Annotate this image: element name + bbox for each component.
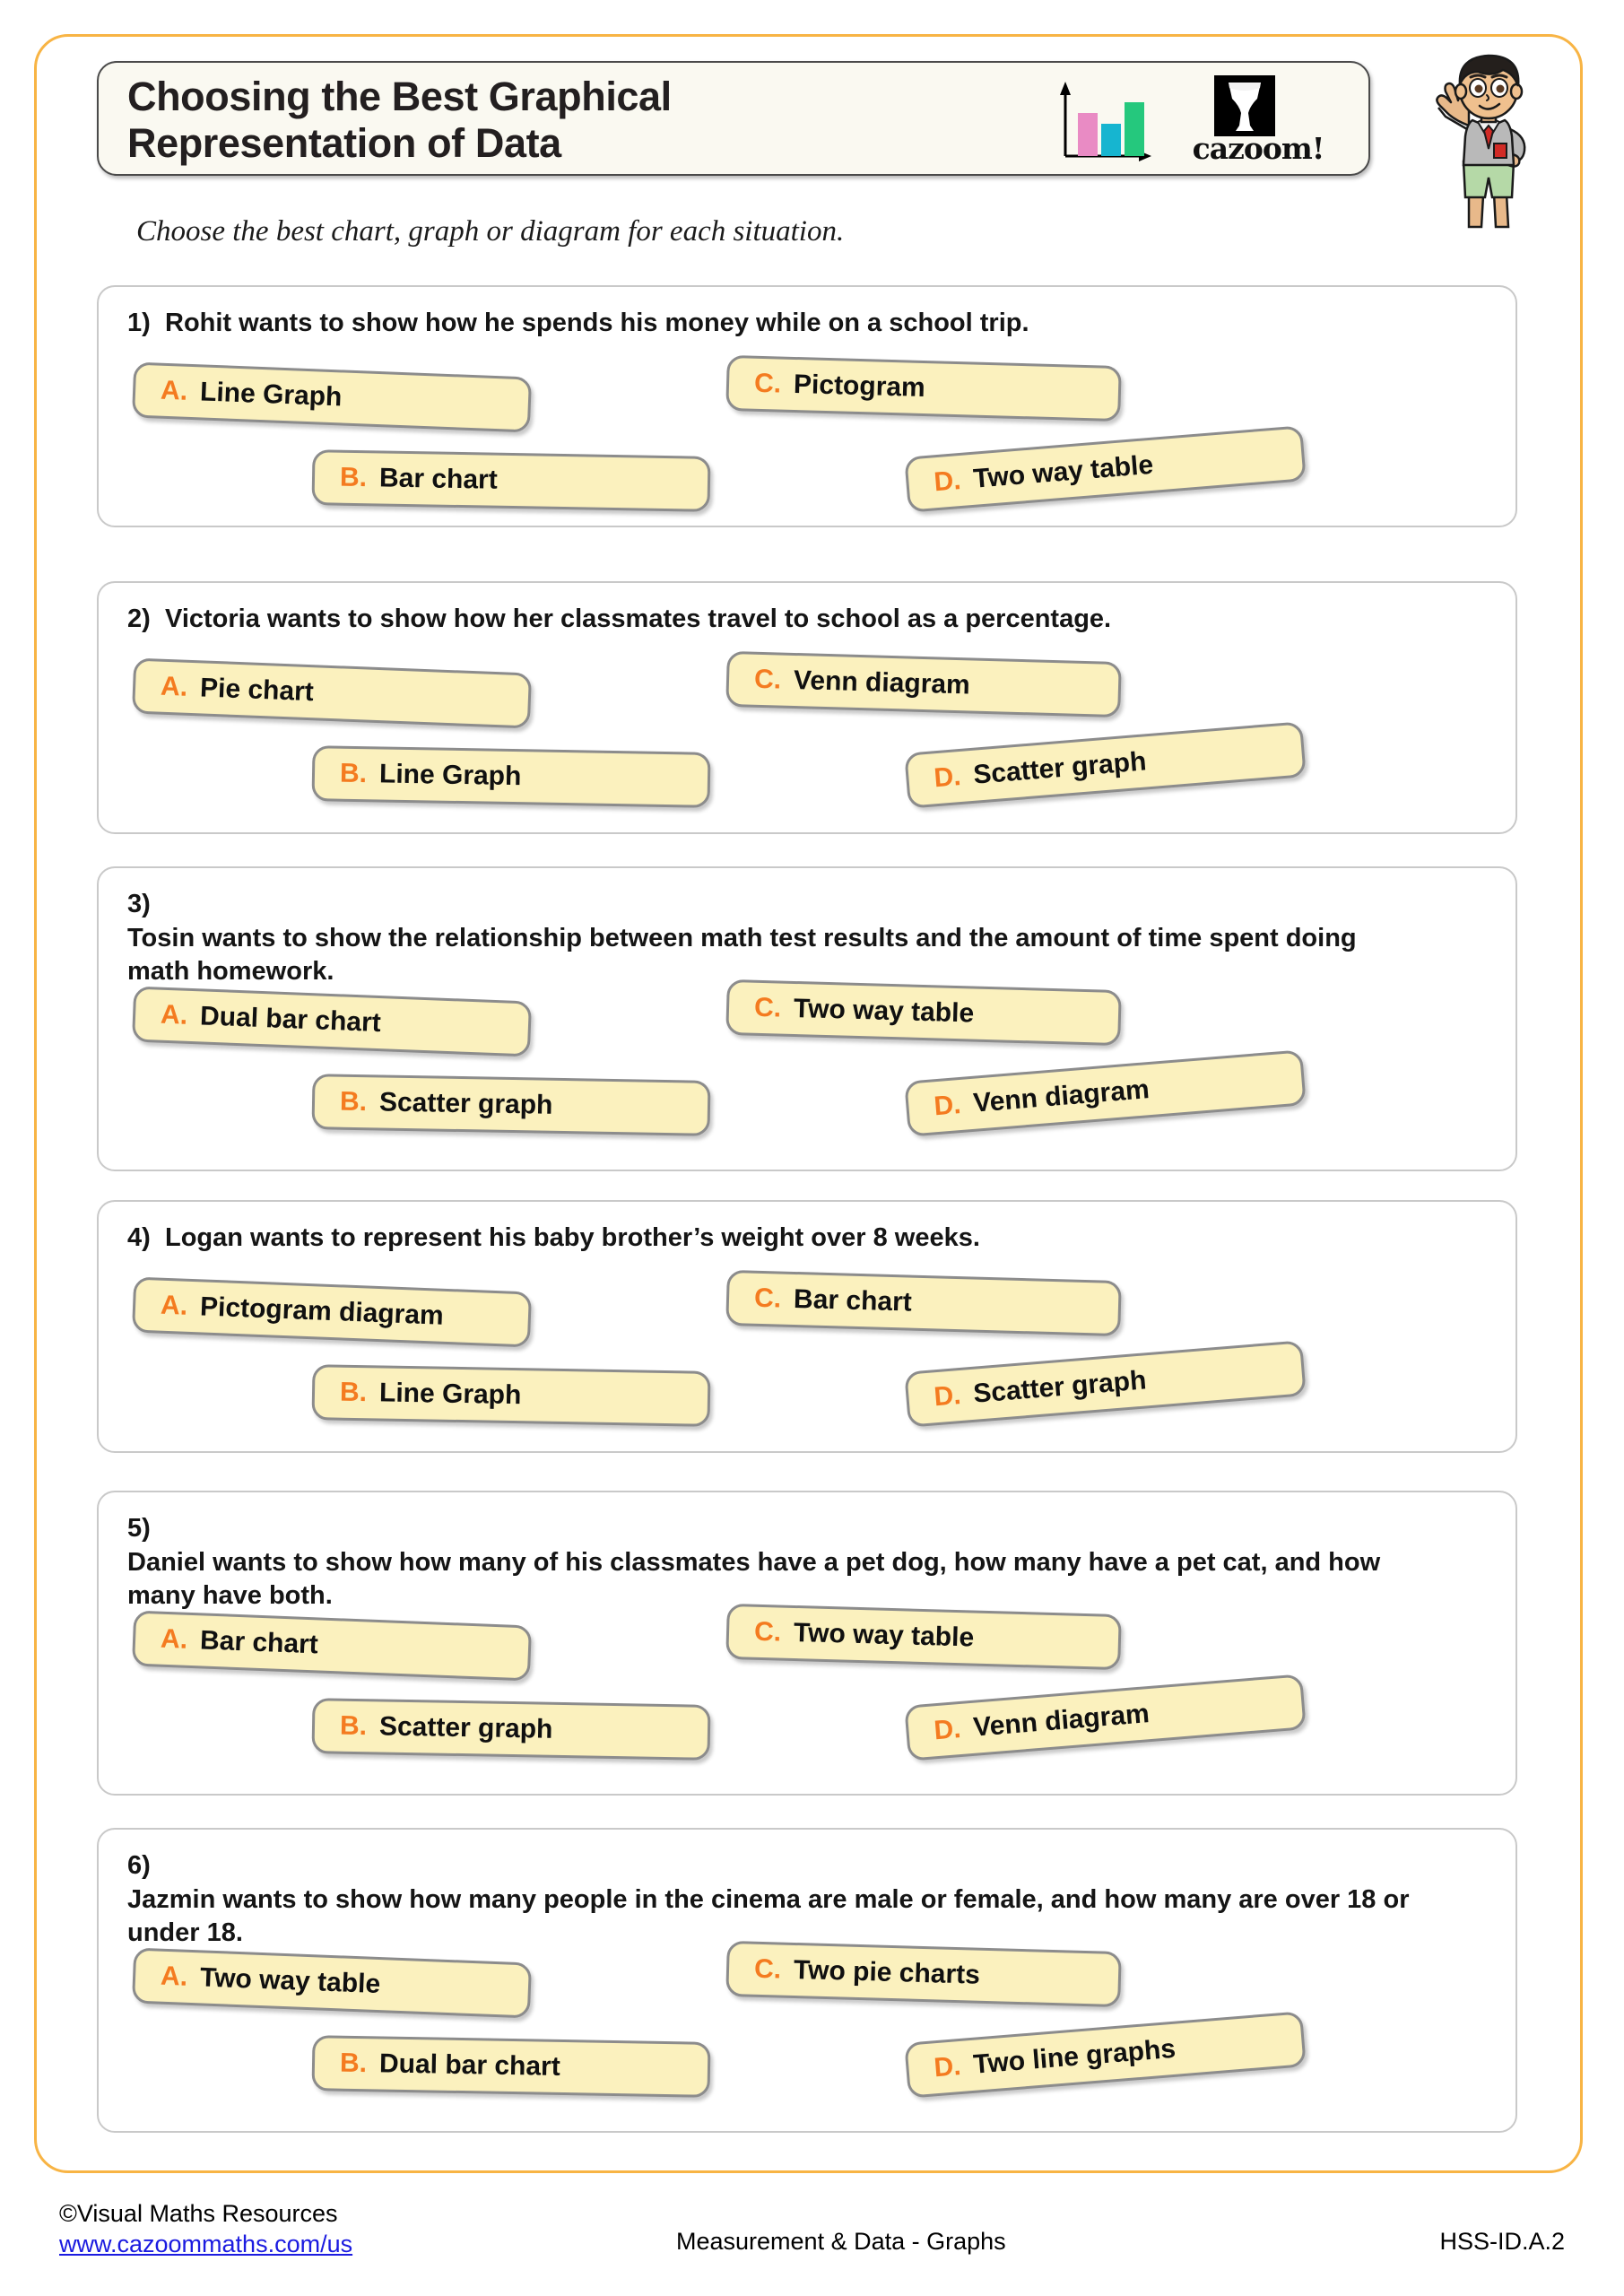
option-label: Pictogram diagram xyxy=(199,1292,445,1331)
question-number-6: 6) xyxy=(127,1851,151,1880)
option-letter: D. xyxy=(933,465,962,498)
option-label: Pictogram xyxy=(793,369,926,404)
copyright-text: ©Visual Maths Resources xyxy=(59,2200,338,2227)
option-letter: D. xyxy=(933,1090,962,1122)
option-letter: A. xyxy=(160,1961,188,1992)
option-label: Pie chart xyxy=(199,673,315,708)
option-letter: A. xyxy=(160,999,188,1031)
option-letter: D. xyxy=(933,761,962,794)
page-title-line1: Choosing the Best Graphical xyxy=(127,74,672,119)
option-letter: B. xyxy=(339,1086,368,1118)
question-card-6 xyxy=(97,1828,1517,2133)
question-text-2 xyxy=(127,603,1472,637)
option-letter: B. xyxy=(339,758,368,789)
option-label: Bar chart xyxy=(378,463,499,495)
option-label: Two line graphs xyxy=(972,2033,1177,2080)
option-label: Line Graph xyxy=(199,377,343,413)
option-letter: B. xyxy=(339,1710,368,1742)
option-1-d[interactable] xyxy=(904,425,1307,512)
option-letter: B. xyxy=(339,462,368,493)
question-text-3 xyxy=(127,888,1446,989)
question-number-1: 1) xyxy=(127,309,151,337)
option-label: Bar chart xyxy=(199,1625,319,1660)
option-label: Venn diagram xyxy=(793,665,971,700)
cazoom-text: cazoom! xyxy=(1192,131,1324,166)
cazoom-wordmark xyxy=(1182,75,1334,165)
footer-left xyxy=(59,2199,352,2260)
option-6-a[interactable] xyxy=(132,1948,532,2019)
option-letter: C. xyxy=(753,368,782,399)
option-label: Line Graph xyxy=(378,759,522,792)
question-card-5 xyxy=(97,1491,1517,1796)
option-3-d[interactable] xyxy=(904,1049,1307,1136)
option-1-c[interactable] xyxy=(725,355,1122,422)
option-label: Line Graph xyxy=(378,1378,522,1411)
option-label: Two pie charts xyxy=(793,1954,981,1990)
option-label: Venn diagram xyxy=(972,1699,1151,1743)
question-number-2: 2) xyxy=(127,604,151,633)
option-letter: B. xyxy=(339,2048,368,2079)
cazoom-logo xyxy=(1047,75,1343,165)
option-label: Dual bar chart xyxy=(199,1001,382,1039)
bar-chart-icon xyxy=(1055,79,1153,161)
option-label: Two way table xyxy=(793,993,975,1029)
question-text-6 xyxy=(127,1849,1446,1951)
page-footer xyxy=(0,2199,1624,2289)
question-card-4 xyxy=(97,1200,1517,1453)
option-letter: A. xyxy=(160,375,188,406)
question-number-5: 5) xyxy=(127,1514,151,1543)
option-4-b[interactable] xyxy=(311,1364,710,1427)
question-body-1: Rohit wants to show how he spends his money while on a school trip. xyxy=(165,309,1029,337)
question-body-6: Jazmin wants to show how many people in the cinema are male or female, and how many are over 18 or under 18. xyxy=(127,1884,1410,1948)
instruction-subtitle: Choose the best chart, graph or diagram for each situation. xyxy=(136,215,845,248)
question-body-5: Daniel wants to show how many of his classmates have a pet dog, how many have a pet cat, and how many have both. xyxy=(127,1547,1381,1611)
option-label: Scatter graph xyxy=(972,1365,1148,1409)
question-body-3: Tosin wants to show the relationship between math test results and the amount of time spent doing math homework. xyxy=(127,923,1357,987)
question-body-4: Logan wants to represent his baby brother’s weight over 8 weeks. xyxy=(165,1223,980,1252)
option-label: Scatter graph xyxy=(378,1087,553,1120)
option-6-b[interactable] xyxy=(311,2035,710,2098)
option-letter: C. xyxy=(753,664,782,695)
option-letter: C. xyxy=(753,1283,782,1314)
option-3-c[interactable] xyxy=(725,979,1122,1046)
option-3-a[interactable] xyxy=(132,987,532,1057)
question-card-2 xyxy=(97,581,1517,834)
option-2-d[interactable] xyxy=(904,721,1307,808)
cazoom-website-link[interactable]: www.cazoommaths.com/us xyxy=(59,2230,353,2257)
option-5-a[interactable] xyxy=(132,1611,532,1682)
question-card-1 xyxy=(97,285,1517,527)
option-6-c[interactable] xyxy=(725,1941,1122,2007)
question-text-4 xyxy=(127,1222,1472,1256)
footer-topic: Measurement & Data - Graphs xyxy=(676,2228,1006,2255)
option-letter: C. xyxy=(753,992,782,1023)
page-title-line2: Representation of Data xyxy=(127,119,561,166)
djembe-drum-icon xyxy=(1214,75,1275,136)
option-label: Two way table xyxy=(972,449,1155,494)
option-letter: B. xyxy=(339,1377,368,1408)
question-body-2: Victoria wants to show how her classmates travel to school as a percentage. xyxy=(165,604,1112,633)
option-4-c[interactable] xyxy=(725,1270,1122,1336)
option-label: Bar chart xyxy=(793,1283,913,1318)
option-2-a[interactable] xyxy=(132,658,532,729)
footer-standard-code: HSS-ID.A.2 xyxy=(1439,2228,1565,2255)
option-letter: D. xyxy=(933,1714,962,1746)
option-letter: A. xyxy=(160,1290,188,1321)
title-banner xyxy=(97,61,1370,176)
option-3-b[interactable] xyxy=(311,1074,710,1136)
option-label: Scatter graph xyxy=(972,746,1148,790)
option-letter: C. xyxy=(753,1616,782,1648)
option-2-c[interactable] xyxy=(725,651,1122,718)
option-label: Two way table xyxy=(793,1617,975,1653)
option-letter: A. xyxy=(160,1623,188,1655)
option-1-b[interactable] xyxy=(311,449,710,512)
option-label: Two way table xyxy=(199,1962,381,2000)
option-5-c[interactable] xyxy=(725,1604,1122,1670)
option-6-d[interactable] xyxy=(904,2011,1307,2098)
page-title xyxy=(127,74,1069,167)
question-card-3 xyxy=(97,866,1517,1171)
option-5-b[interactable] xyxy=(311,1698,710,1761)
option-4-a[interactable] xyxy=(132,1277,532,1348)
student-mascot-illustration xyxy=(1399,43,1578,231)
option-letter: A. xyxy=(160,671,188,702)
option-letter: C. xyxy=(753,1953,782,1985)
djembe-glyph xyxy=(1214,75,1275,136)
option-letter: D. xyxy=(933,2051,962,2083)
question-number-4: 4) xyxy=(127,1223,151,1252)
question-text-5 xyxy=(127,1512,1446,1613)
option-5-d[interactable] xyxy=(904,1674,1307,1761)
option-2-b[interactable] xyxy=(311,745,710,808)
option-label: Dual bar chart xyxy=(378,2048,561,2082)
question-text-1 xyxy=(127,307,1472,341)
option-label: Scatter graph xyxy=(378,1711,553,1744)
option-letter: D. xyxy=(933,1380,962,1413)
option-4-d[interactable] xyxy=(904,1340,1307,1427)
option-1-a[interactable] xyxy=(132,362,532,433)
option-label: Venn diagram xyxy=(972,1074,1151,1118)
question-number-3: 3) xyxy=(127,890,151,918)
